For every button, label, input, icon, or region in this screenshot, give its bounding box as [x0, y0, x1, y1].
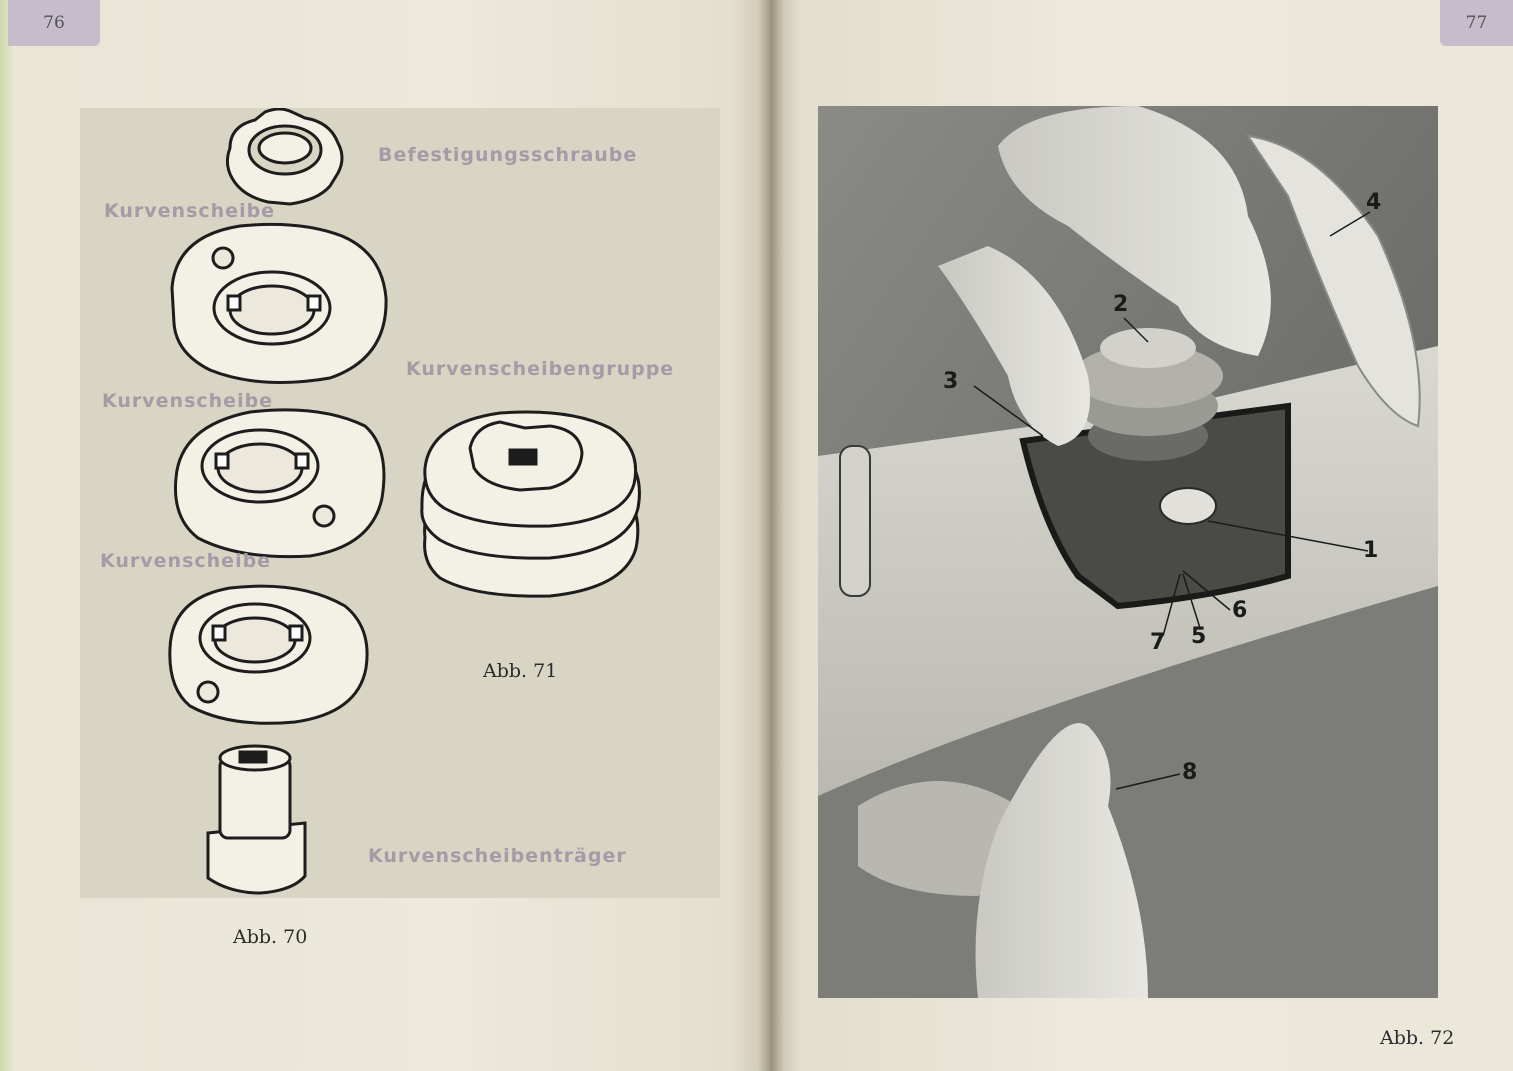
book-gutter: [758, 0, 784, 1071]
callout-4: 4: [1366, 190, 1382, 215]
callout-6: 6: [1232, 598, 1248, 623]
cam-disc-3-drawing: [170, 586, 367, 723]
label-kurvenscheibentraeger: Kurvenscheibenträger: [368, 845, 627, 867]
callout-7: 7: [1150, 630, 1166, 655]
callout-8: 8: [1182, 760, 1198, 785]
label-befestigungsschraube: Befestigungsschraube: [378, 144, 638, 166]
label-kurvenscheibe-3: Kurvenscheibe: [100, 550, 272, 572]
callout-3: 3: [943, 369, 959, 394]
cam-disc-2-drawing: [175, 410, 383, 557]
callout-5: 5: [1191, 624, 1207, 649]
fixing-nut-drawing: [227, 109, 342, 204]
cam-disc-drawing: [80, 108, 720, 898]
label-kurvenscheibe-2: Kurvenscheibe: [102, 390, 274, 412]
cam-disc-1-drawing: [172, 224, 386, 382]
page-number-right: 77: [1440, 0, 1513, 46]
machine-photo-illustration: [818, 106, 1438, 998]
figure-72-photo: [818, 106, 1438, 998]
cam-disc-group-drawing: [422, 412, 640, 596]
caption-figure-71: Abb. 71: [483, 660, 558, 682]
page-number-left: 76: [8, 0, 100, 46]
callout-1: 1: [1363, 538, 1379, 563]
figure-70-71-cam-discs: [80, 108, 720, 898]
caption-figure-72: Abb. 72: [1380, 1027, 1455, 1049]
cam-carrier-drawing: [208, 746, 305, 893]
caption-figure-70: Abb. 70: [233, 926, 308, 948]
label-kurvenscheibengruppe: Kurvenscheibengruppe: [406, 358, 675, 380]
label-kurvenscheibe-1: Kurvenscheibe: [104, 200, 276, 222]
callout-2: 2: [1113, 292, 1129, 317]
